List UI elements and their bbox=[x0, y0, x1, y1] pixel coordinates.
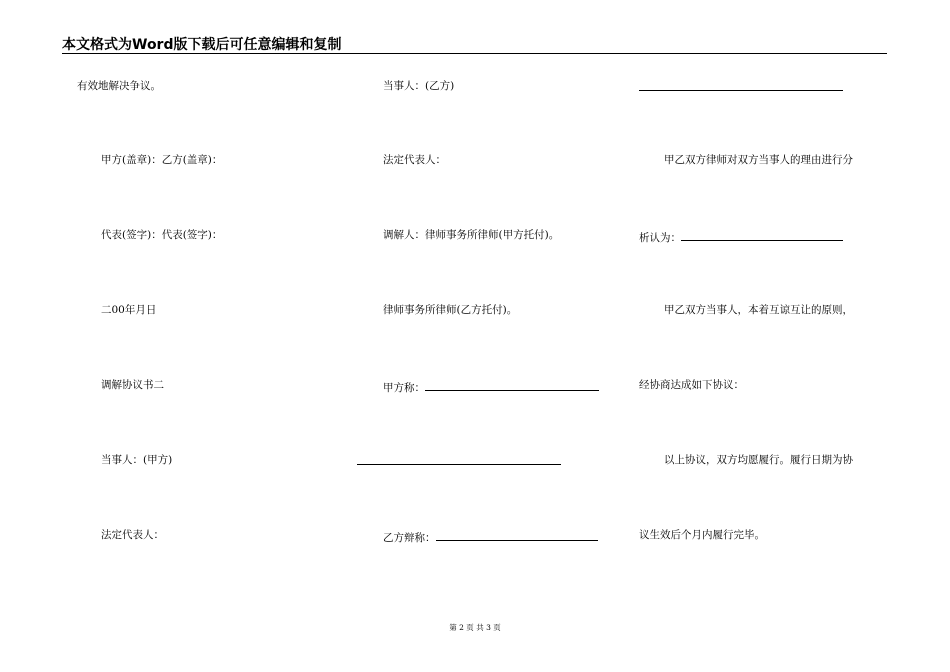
left-line-4: 二00年月日 bbox=[101, 304, 157, 316]
underline-blank bbox=[425, 379, 599, 391]
left-line-7: 法定代表人： bbox=[101, 529, 164, 541]
right-line-6: 以上协议，双方均愿履行。履行日期为协 bbox=[664, 454, 853, 466]
right-line-7: 议生效后个月内履行完毕。 bbox=[639, 529, 765, 541]
right-line-3-label: 析认为： bbox=[639, 232, 681, 244]
underline-blank bbox=[639, 90, 843, 91]
underline-blank bbox=[357, 464, 561, 465]
middle-line-5-label: 甲方称： bbox=[383, 382, 425, 394]
left-line-2: 甲方(盖章)：乙方(盖章)： bbox=[101, 154, 223, 166]
middle-line-3: 调解人：律师事务所律师(甲方托付)。 bbox=[383, 229, 560, 241]
middle-line-5 bbox=[383, 379, 599, 395]
middle-line-1: 当事人：(乙方) bbox=[383, 80, 455, 92]
left-line-1: 有效地解决争议。 bbox=[77, 80, 161, 92]
header-divider bbox=[62, 53, 887, 54]
left-line-3: 代表(签字)：代表(签字)： bbox=[101, 229, 223, 241]
left-line-5: 调解协议书二 bbox=[101, 379, 164, 391]
middle-line-4: 律师事务所律师(乙方托付)。 bbox=[383, 304, 518, 316]
right-line-4: 甲乙双方当事人，本着互谅互让的原则， bbox=[664, 304, 853, 316]
right-line-3 bbox=[639, 229, 843, 245]
underline-blank bbox=[681, 229, 843, 241]
middle-line-2: 法定代表人： bbox=[383, 154, 446, 166]
page-indicator: 第 2 页 共 3 页 bbox=[449, 623, 501, 632]
document-header-title: 本文格式为Word版下载后可任意编辑和复制 bbox=[62, 37, 342, 53]
middle-line-7-label: 乙方辩称： bbox=[383, 532, 436, 544]
right-line-2: 甲乙双方律师对双方当事人的理由进行分 bbox=[664, 154, 853, 166]
left-line-6: 当事人：(甲方) bbox=[101, 454, 173, 466]
underline-blank bbox=[436, 529, 598, 541]
middle-line-7 bbox=[383, 529, 598, 545]
right-line-5: 经协商达成如下协议： bbox=[639, 379, 744, 391]
